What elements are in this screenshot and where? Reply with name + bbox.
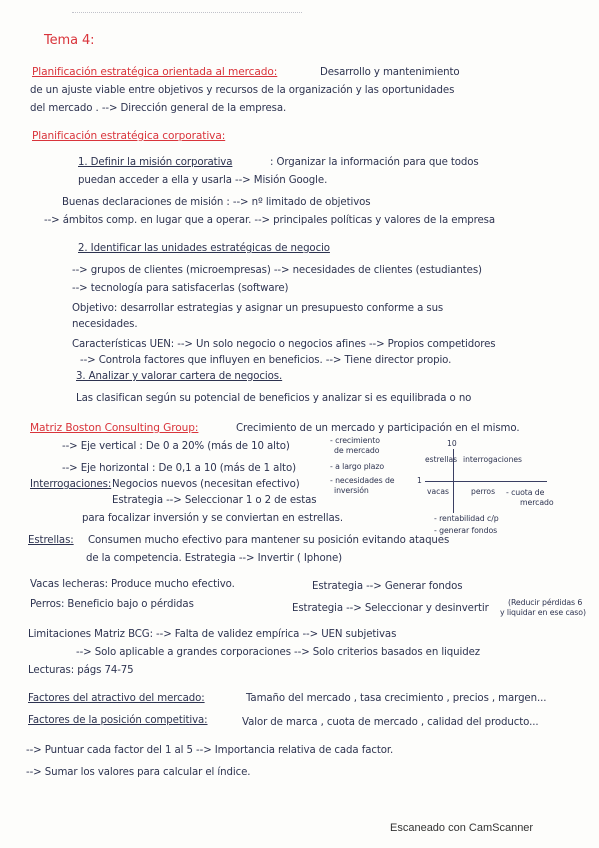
bcg-right-note-4: - generar fondos xyxy=(434,526,498,535)
technology: --> tecnología para satisfacerlas (software) xyxy=(72,283,289,294)
section1-line3: del mercado . --> Dirección general de la empresa. xyxy=(30,103,287,114)
cash-cows-strategy: Estrategia --> Generar fondos xyxy=(312,581,463,592)
uen-features-2: --> Controla factores que influyen en beneficios. --> Tiene director propio. xyxy=(80,355,452,366)
factor-step-b: --> Sumar los valores para calcular el índice. xyxy=(26,767,251,778)
bcg-title-rest: Crecimiento de un mercado y participación en el mismo. xyxy=(236,423,520,434)
matrix-axis-mid: 1 xyxy=(417,476,422,485)
position-factors-label: Factores de la posición competitiva: xyxy=(28,715,208,726)
bcg-left-note-3: - a largo plazo xyxy=(330,462,385,471)
bcg-limitations-1: Limitaciones Matriz BCG: --> Falta de validez empírica --> UEN subjetivas xyxy=(28,629,397,640)
section1-heading: Planificación estratégica orientada al mercado: xyxy=(32,66,278,78)
matrix-horizontal-axis xyxy=(425,481,547,482)
dogs-strategy: Estrategia --> Seleccionar y desinvertir xyxy=(292,603,489,614)
portfolio-classification: Las clasifican según su potencial de beneficios y analizar si es equilibrada o no xyxy=(76,393,472,404)
bcg-left-note-5: inversión xyxy=(334,486,369,495)
interrogation-line3: para focalizar inversión y se conviertan en estrellas. xyxy=(82,513,343,524)
topic-title: Tema 4: xyxy=(44,33,95,48)
faint-header-scribble xyxy=(72,12,302,19)
factor-step-a: --> Puntuar cada factor del 1 al 5 --> Importancia relativa de cada factor. xyxy=(26,745,394,756)
bcg-title: Matriz Boston Consulting Group: xyxy=(30,422,199,434)
cash-cows: Vacas lecheras: Produce mucho efectivo. xyxy=(30,579,235,590)
market-factors-label: Factores del atractivo del mercado: xyxy=(28,693,205,704)
step2-title: 2. Identificar las unidades estratégicas de negocio xyxy=(78,243,330,254)
section1-line1: Desarrollo y mantenimiento xyxy=(320,67,460,78)
dogs-note-1: (Reducir pérdidas 6 xyxy=(508,598,583,607)
mission-definitions: Buenas declaraciones de misión : --> nº limitado de objetivos xyxy=(62,197,371,208)
mission-scope: --> ámbitos comp. en lugar que a operar. --> principales políticas y valores de la empresa xyxy=(44,215,496,226)
bcg-right-note-2: mercado xyxy=(520,498,554,507)
objective-line2: necesidades. xyxy=(72,319,138,330)
uen-features-1: Características UEN: --> Un solo negocio o negocios afines --> Propios competidores xyxy=(72,339,496,350)
interrogation-label: Interrogaciones: xyxy=(30,479,112,490)
bcg-left-note-1: - crecimiento xyxy=(330,436,380,445)
bcg-right-note-3: - rentabilidad c/p xyxy=(434,514,499,523)
interrogation-line1: Negocios nuevos (necesitan efectivo) xyxy=(112,479,300,490)
bcg-limitations-2: --> Solo aplicable a grandes corporaciones --> Solo criterios basados en liquidez xyxy=(76,647,481,658)
step1-text: : Organizar la información para que todos xyxy=(270,157,479,168)
objective-line1: Objetivo: desarrollar estrategias y asignar un presupuesto conforme a sus xyxy=(72,303,444,314)
bcg-left-note-4: - necesidades de xyxy=(330,476,395,485)
matrix-dogs: perros xyxy=(471,487,496,496)
matrix-question-marks: interrogaciones xyxy=(463,455,523,464)
step3-title: 3. Analizar y valorar cartera de negocios. xyxy=(76,371,283,382)
interrogation-line2: Estrategia --> Seleccionar 1 o 2 de estas xyxy=(112,495,317,506)
step1-title: 1. Definir la misión corporativa xyxy=(78,157,233,168)
section1-line2: de un ajuste viable entre objetivos y recursos de la organización y las oportunidades xyxy=(30,85,455,96)
readings: Lecturas: págs 74-75 xyxy=(28,665,134,676)
bcg-right-note-1: - cuota de xyxy=(506,488,545,497)
step1-line2: puedan acceder a ella y usarla --> Misión Google. xyxy=(78,175,328,186)
position-factors-text: Valor de marca , cuota de mercado , calidad del producto... xyxy=(242,717,539,728)
stars-line2: de la competencia. Estrategia --> Invertir ( Iphone) xyxy=(86,553,343,564)
client-groups: --> grupos de clientes (microempresas) --> necesidades de clientes (estudiantes) xyxy=(72,265,482,276)
dogs-note-2: y liquidar en ese caso) xyxy=(500,608,586,617)
market-factors-text: Tamaño del mercado , tasa crecimiento , precios , margen... xyxy=(246,693,547,704)
stars-line1: Consumen mucho efectivo para mantener su posición evitando ataques xyxy=(88,535,450,546)
bcg-horizontal-axis: --> Eje horizontal : De 0,1 a 10 (más de 1 alto) xyxy=(62,463,296,474)
matrix-stars: estrellas xyxy=(425,455,458,464)
section2-heading: Planificación estratégica corporativa: xyxy=(32,130,226,142)
scanner-watermark: Escaneado con CamScanner xyxy=(390,822,534,834)
matrix-axis-top: 10 xyxy=(447,439,457,448)
stars-label: Estrellas: xyxy=(28,535,74,546)
dogs: Perros: Beneficio bajo o pérdidas xyxy=(30,599,194,610)
bcg-left-note-2: de mercado xyxy=(334,446,380,455)
bcg-vertical-axis: --> Eje vertical : De 0 a 20% (más de 10 alto) xyxy=(62,441,290,452)
matrix-cash-cows: vacas xyxy=(427,487,449,496)
